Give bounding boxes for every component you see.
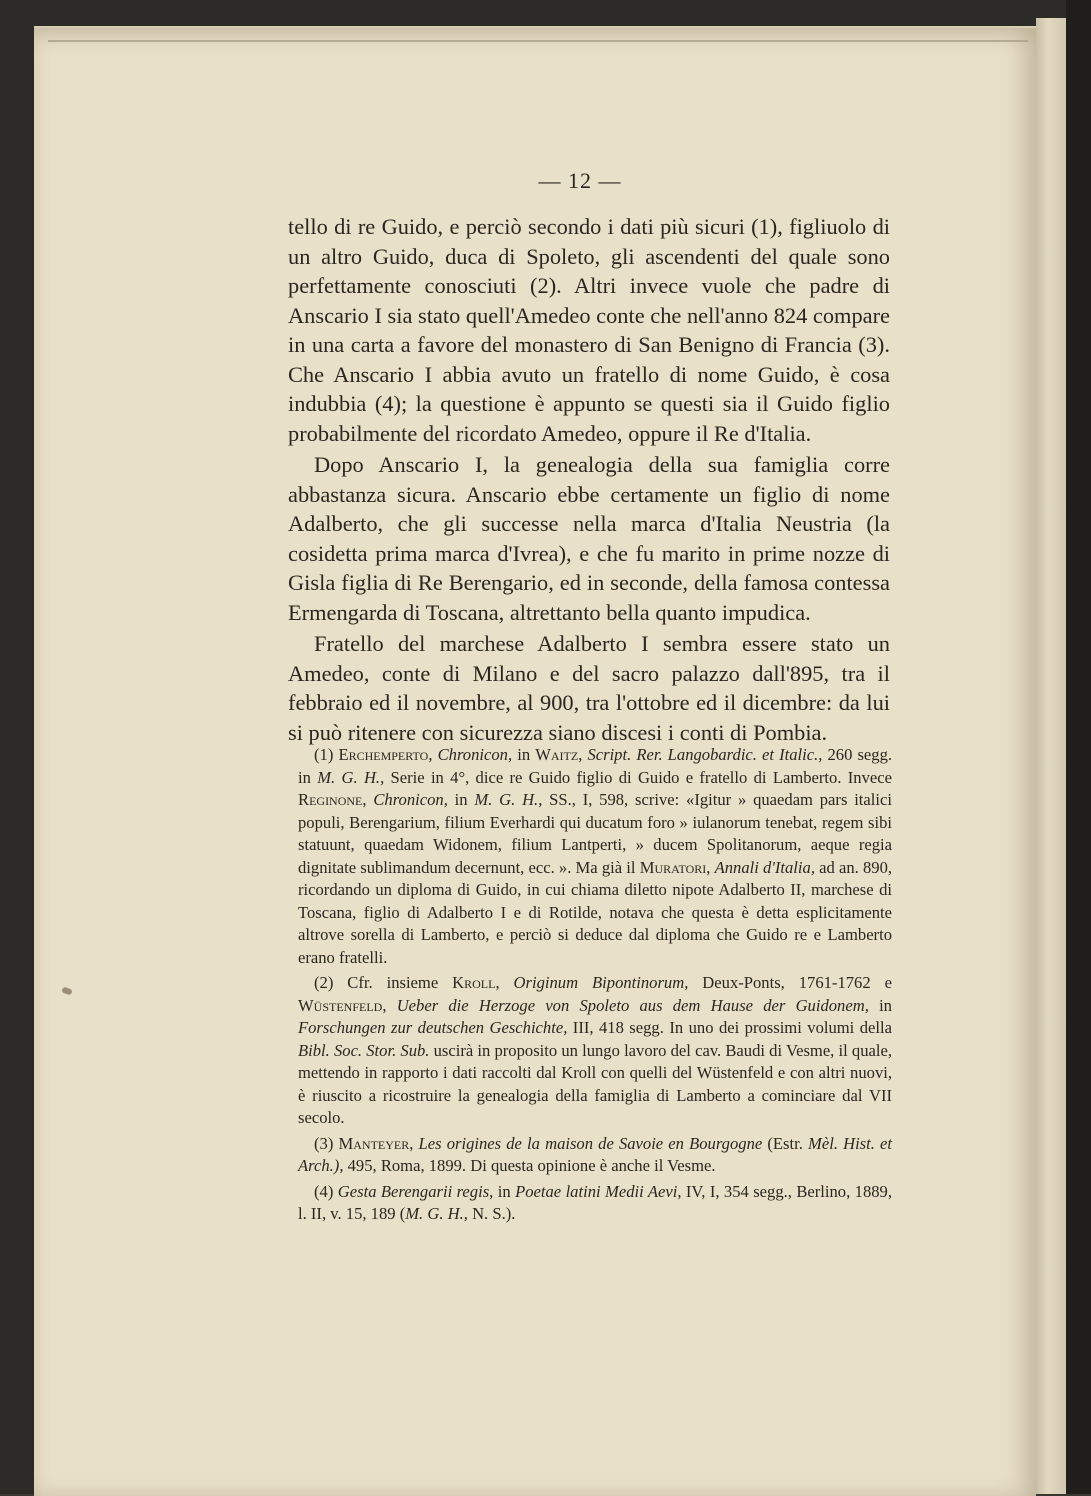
work-title: Annali d'Italia, — [714, 857, 815, 877]
paragraph: Fratello del marchese Adalberto I sembra essere stato un Amedeo, conte di Milano e del sacro palazzo dall'895, tra il febbraio ed il novembre, al 900, tra l'ottobre ed il dicembre: da lui si può ritenere con sicurezza siano discesi i conti di Pombia. — [288, 631, 890, 745]
footnote-label: (2) — [314, 973, 334, 992]
footnote-text: Deux-Ponts, 1761-1762 e — [702, 973, 892, 992]
footnote-text: in — [497, 1181, 511, 1201]
footnote-4 — [298, 1181, 892, 1226]
work-title: M. G. H., — [405, 1204, 468, 1223]
footnote-text: Cfr. insieme — [347, 973, 439, 992]
author-name: Wüstenfeld, — [298, 995, 387, 1015]
page-top-rule — [48, 40, 1028, 42]
footnote-text: Serie in 4°, dice re Guido figlio di Guido e fratello di Lamberto. Invece — [390, 767, 892, 787]
work-title: Gesta Berengarii regis, — [337, 1181, 494, 1201]
footnote-2 — [298, 972, 892, 1130]
work-title: Chronicon, — [437, 745, 513, 764]
work-title: Les origines de la maison de Savoie en Bourgogne — [418, 1133, 763, 1153]
work-title: Ueber die Herzoge von Spoleto aus dem Hause der Guidonem, — [396, 995, 869, 1015]
footnote-label: (1) — [314, 745, 334, 764]
footnote-text: uscirà in proposito un lungo lavoro del cav. Baudi di Vesme, il quale, mettendo in rapporto i dati raccolti dal Kroll con quelli del Wüstenfeld e con altri nuovi, è riuscito a ricostruire la genealogia della famiglia di Lamberto a cominciare dal VII secolo. — [298, 1040, 892, 1127]
author-name: Kroll, — [452, 973, 500, 992]
work-title: Mèl. Hist. et Arch.), — [298, 1133, 893, 1175]
author-name: Manteyer, — [338, 1133, 414, 1153]
author-name: Reginone, — [298, 790, 367, 809]
work-title: Originum Bipontinorum, — [513, 973, 689, 992]
page-number: — 12 — — [538, 168, 622, 193]
footnote-text: in — [879, 995, 892, 1015]
footnote-text: SS., I, 598, scrive: «Igitur » quaedam pars italici populi, Berengarium, filium Everhardi qui ducatum foro » iulanorum tenebat, regem sibi statuunt, quaedam Widonem, filium Lantperti, » ducem Spolitanorum, aeque regia dignitate sublimandum decernunt, ecc. ». Ma già il — [298, 790, 892, 877]
footnotes — [298, 744, 892, 1226]
footnote-text: N. S.). — [472, 1204, 516, 1223]
work-title: Chronicon, — [373, 790, 448, 809]
author-name: Waitz, — [535, 745, 583, 764]
footnote-text: ad an. 890, ricordando un diploma di Guido, in cui chiama diletto nipote Adalberto II, marchese di Toscana, figlio di Adalberto I e di Rotilde, notava che questa è detta esplicitamente altrove sorella di Lamberto, e perciò si deduce dal diploma che Guido re e Lamberto erano fratelli. — [298, 857, 893, 967]
footnote-label: (3) — [314, 1133, 334, 1153]
footnote-3 — [298, 1133, 892, 1178]
footnote-text: III, 418 segg. In uno dei prossimi volumi della — [572, 1018, 892, 1037]
work-title: Poetae latini Medii Aevi, — [515, 1181, 682, 1201]
work-title: Forschungen zur deutschen Geschichte, — [298, 1018, 568, 1037]
work-title: Bibl. Soc. Stor. Sub. — [298, 1040, 430, 1060]
footnote-text: IV, I, 354 segg., Berlino, 1889, l. II, v. 15, 189 ( — [298, 1181, 893, 1223]
work-title: Script. Rer. Langobardic. et Italic., — [587, 745, 823, 764]
footnote-text: 495, Roma, 1899. Di questa opinione è anche il Vesme. — [347, 1156, 716, 1175]
footnote-text: 260 segg. in — [298, 745, 893, 787]
paragraph: tello di re Guido, e perciò secondo i dati più sicuri (1), figliuolo di un altro Guido, duca di Spoleto, gli ascendenti del quale sono perfettamente conosciuti (2). Altri invece vuole che padre di Anscario I sia stato quell'Amedeo conte che nell'anno 824 compare in una carta a favore del monastero di San Benigno di Francia (3). Che Anscario I abbia avuto un fratello di nome Guido, è cosa indubbia (4); la questione è appunto se questi sia il Guido figlio probabilmente del ricordato Amedeo, oppure il Re d'Italia. — [288, 214, 890, 446]
author-name: Muratori, — [639, 857, 711, 877]
work-title: M. G. H., — [474, 790, 543, 809]
work-title: M. G. H., — [317, 767, 385, 787]
footnote-text: in — [517, 745, 531, 764]
author-name: Erchemperto, — [338, 745, 433, 764]
main-text — [288, 212, 890, 747]
next-page-edge — [1036, 18, 1066, 1494]
scan-dark-edge — [1066, 0, 1091, 1494]
footnote-label: (4) — [314, 1181, 334, 1201]
paragraph: Dopo Anscario I, la genealogia della sua famiglia corre abbastanza sicura. Anscario ebbe certamente un figlio di nome Adalberto, che gli successe nella marca d'Italia Neustria (la cosidetta prima marca d'Ivrea), e che fu marito in prime nozze di Gisla figlia di Re Berengario, ed in seconde, della famosa contessa Ermengarda di Toscana, altrettanto bella quanto impudica. — [288, 452, 890, 625]
footnote-1 — [298, 744, 892, 969]
footnote-text: in — [454, 790, 468, 809]
footnote-text: (Estr. — [767, 1133, 803, 1153]
